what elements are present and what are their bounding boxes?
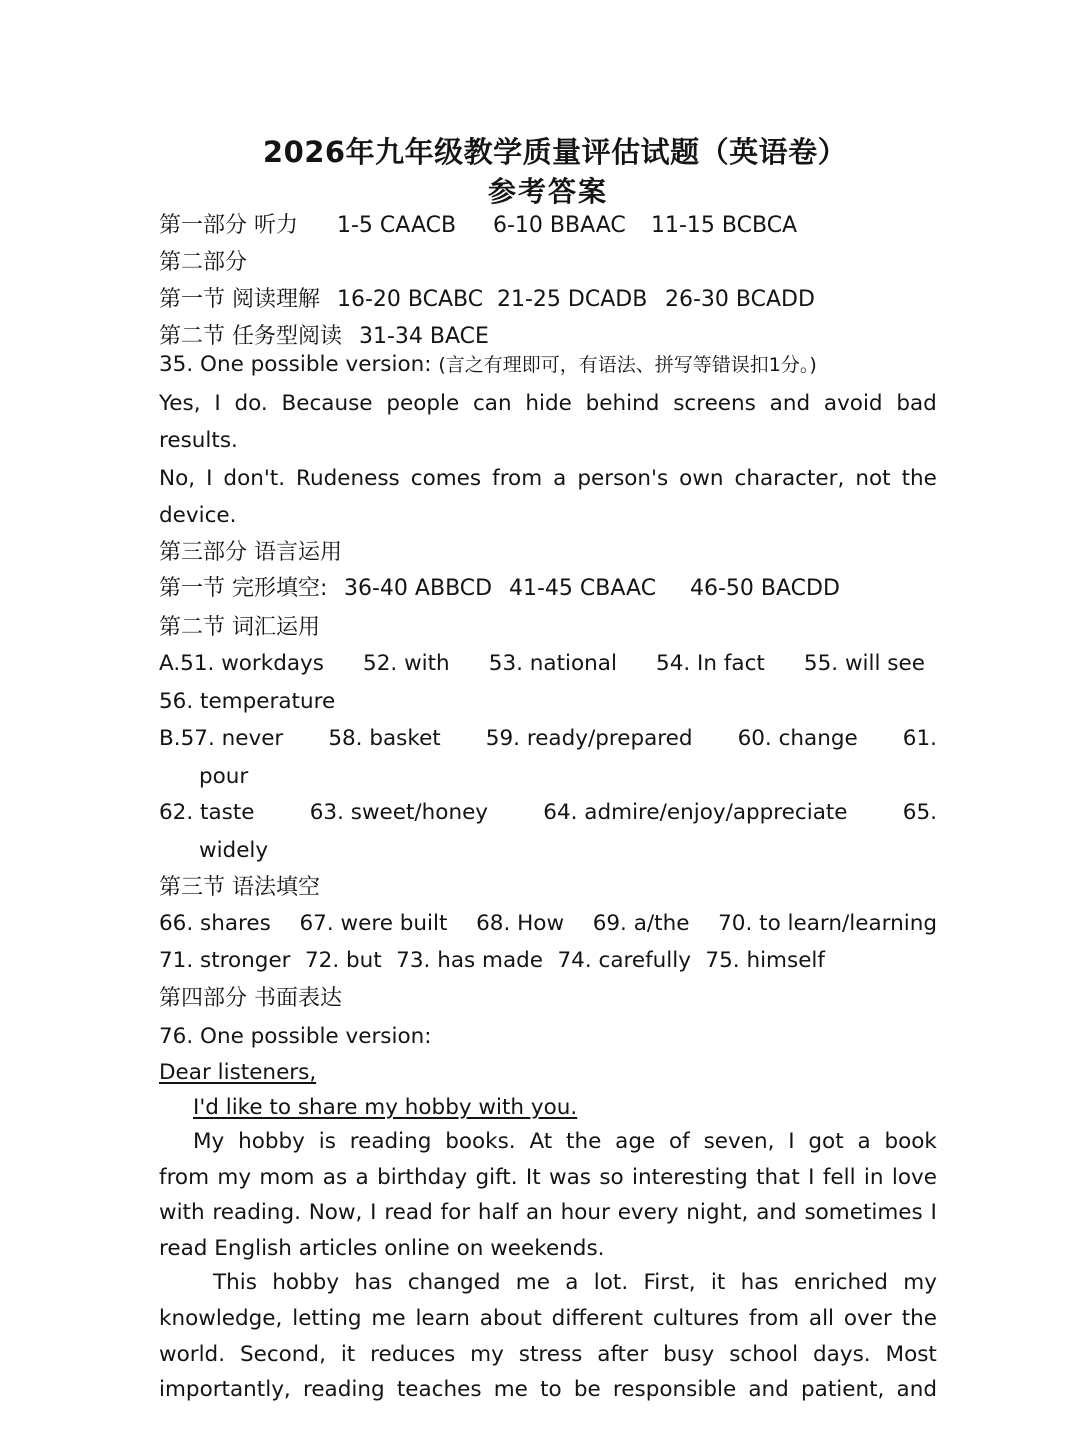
word: got (808, 1129, 844, 1154)
word: character, (734, 466, 845, 491)
word: letting (292, 1306, 362, 1331)
word: night, (686, 1200, 749, 1225)
word: love (891, 1165, 937, 1190)
word: it (710, 1270, 726, 1295)
essay-p1-line (193, 1127, 937, 1157)
word: from (159, 1165, 210, 1190)
vocab-item: A.51. workdays (159, 651, 324, 676)
word: was (549, 1165, 591, 1190)
vocab-item: 60. change (737, 726, 858, 751)
word: has (740, 1270, 779, 1295)
q35-line (159, 350, 817, 380)
word: bad (896, 391, 937, 416)
word: school (729, 1342, 799, 1367)
word: screens (673, 391, 756, 416)
word: Second, (239, 1342, 326, 1367)
part2-heading: 第二部分 (159, 250, 248, 275)
essay-p2-line (159, 1375, 937, 1405)
word: changed (407, 1270, 501, 1295)
part3-sec2-heading: 第二节 词汇运用 (159, 615, 320, 640)
word: with (159, 1200, 205, 1225)
grammar-item: 73. has made (396, 948, 544, 973)
word: Because (281, 391, 373, 416)
word: every (617, 1200, 679, 1225)
vocab-row-a (159, 649, 925, 679)
essay-p2-line (213, 1268, 937, 1298)
word: after (597, 1342, 649, 1367)
word: Rudeness (296, 466, 400, 491)
word: my (470, 1342, 504, 1367)
word: responsible (612, 1377, 737, 1402)
word: I (788, 1129, 795, 1154)
grammar-item: 70. to learn/learning (718, 911, 937, 936)
word: and (769, 391, 811, 416)
word: gift. (475, 1165, 518, 1190)
essay-p1-line (159, 1163, 937, 1193)
word: and (748, 1377, 789, 1402)
word: not (855, 466, 891, 491)
essay-p1-line (159, 1198, 937, 1228)
word: importantly, (159, 1377, 291, 1402)
word: and (756, 1200, 797, 1225)
word: This (213, 1270, 257, 1295)
word: my (217, 1165, 252, 1190)
word: enriched (793, 1270, 888, 1295)
vocab-item: 63. sweet/honey (309, 800, 489, 825)
page-subtitle: 参考答案 (487, 175, 608, 208)
part3-sec3-heading: 第三节 语法填空 (159, 875, 320, 900)
word: comes (410, 466, 482, 491)
part1-answers-a: 1-5 CAACB (337, 213, 457, 238)
word: reduces (370, 1342, 456, 1367)
vocab-b61: pour (199, 764, 249, 789)
word: Now, (308, 1200, 363, 1225)
word: a (857, 1129, 871, 1154)
q76-label: 76. One possible version: (159, 1024, 432, 1049)
word: age (615, 1129, 656, 1154)
word: sometimes (804, 1200, 923, 1225)
part2-sec1-heading: 第一节 阅读理解 (159, 287, 320, 312)
word: Most (885, 1342, 937, 1367)
word: half (477, 1200, 519, 1225)
word: own (679, 466, 724, 491)
vocab-item: 64. admire/enjoy/appreciate (543, 800, 848, 825)
part1-answers-b: 6-10 BBAAC (493, 213, 626, 238)
word: My (193, 1129, 225, 1154)
vocab-item: 55. will see (803, 651, 925, 676)
word: hobby (272, 1270, 340, 1295)
word: behind (585, 391, 660, 416)
word: hour (560, 1200, 610, 1225)
essay-p2-line (159, 1340, 937, 1370)
word: that (756, 1165, 800, 1190)
grammar-item: 74. carefully (557, 948, 691, 973)
word: read (384, 1200, 433, 1225)
word: from (748, 1306, 800, 1331)
word: can (472, 391, 512, 416)
word: lot. (593, 1270, 629, 1295)
word: book (884, 1129, 937, 1154)
vocab-item: 59. ready/prepared (485, 726, 693, 751)
grammar-item: 72. but (304, 948, 382, 973)
q35-note: (言之有理即可，有语法、拼写等错误扣1分。) (438, 354, 817, 376)
word: to (540, 1377, 562, 1402)
word: be (573, 1377, 601, 1402)
word: a (355, 1165, 369, 1190)
word: it (340, 1342, 356, 1367)
word: the (901, 466, 937, 491)
word: First, (643, 1270, 696, 1295)
word: me (515, 1270, 550, 1295)
vocab-c65: widely (199, 838, 269, 863)
word: I (930, 1200, 937, 1225)
vocab-item: 62. taste (159, 800, 255, 825)
word: and (896, 1377, 937, 1402)
part3-sec1-a: 36-40 ABBCD (344, 576, 493, 601)
word: teaches (396, 1377, 482, 1402)
vocab-a56: 56. temperature (159, 689, 336, 714)
word: Yes, (159, 391, 201, 416)
word: reading (302, 1377, 385, 1402)
grammar-item: 75. himself (705, 948, 825, 973)
vocab-item: 54. In fact (656, 651, 765, 676)
word: different (551, 1306, 643, 1331)
part1-line (159, 211, 798, 241)
vocab-item: 61. (902, 726, 937, 751)
word: a (553, 466, 567, 491)
page-title: 2026年九年级教学质量评估试题（英语卷） (262, 135, 848, 169)
grammar-item: 67. were built (299, 911, 448, 936)
q35-no-cont: device. (159, 503, 237, 528)
grammar-row-2 (159, 946, 825, 976)
part2-sec2-line (159, 322, 489, 352)
q35-yes-cont: results. (159, 428, 238, 453)
part1-heading: 第一部分 听力 (159, 213, 298, 238)
part2-sec1-line (159, 285, 815, 315)
part1-answers-c: 11-15 BCBCA (651, 213, 798, 238)
word: cultures (652, 1306, 740, 1331)
word: do. (234, 391, 268, 416)
grammar-item: 69. a/the (592, 911, 690, 936)
word: for (440, 1200, 471, 1225)
word: hide (525, 391, 572, 416)
word: in (863, 1165, 884, 1190)
part3-sec1-line (159, 574, 840, 604)
vocab-item: 58. basket (328, 726, 441, 751)
word: reading (349, 1129, 432, 1154)
word: It (525, 1165, 541, 1190)
vocab-item: B.57. never (159, 726, 284, 751)
word: has (354, 1270, 393, 1295)
word: so (599, 1165, 624, 1190)
word: about (479, 1306, 542, 1331)
grammar-row-1 (159, 909, 937, 939)
essay-p2-line (159, 1304, 937, 1334)
word: from (492, 466, 543, 491)
word: mom (259, 1165, 315, 1190)
word: a (565, 1270, 579, 1295)
word: days. (813, 1342, 871, 1367)
word: hobby (238, 1129, 305, 1154)
word: books. (445, 1129, 516, 1154)
word: stress (518, 1342, 583, 1367)
word: I (214, 391, 221, 416)
word: people (386, 391, 460, 416)
vocab-row-c (159, 798, 937, 828)
word: don't. (223, 466, 286, 491)
word: seven, (703, 1129, 775, 1154)
word: birthday (377, 1165, 468, 1190)
vocab-item: 53. national (488, 651, 617, 676)
part2-sec1-b: 21-25 DCADB (497, 287, 648, 312)
word: me (371, 1306, 406, 1331)
word: knowledge, (159, 1306, 283, 1331)
part3-sec1-b: 41-45 CBAAC (509, 576, 657, 601)
part4-heading: 第四部分 书面表达 (159, 986, 342, 1011)
q35-label: 35. One possible version: (159, 352, 432, 377)
part2-sec2-a: 31-34 BACE (359, 324, 489, 349)
grammar-item: 71. stronger (159, 948, 291, 973)
word: I (206, 466, 213, 491)
essay-greeting: Dear listeners, (159, 1060, 317, 1085)
word: person's (577, 466, 669, 491)
word: At (529, 1129, 553, 1154)
word: No, (159, 466, 196, 491)
part2-sec1-a: 16-20 BCABC (337, 287, 484, 312)
word: all (808, 1306, 835, 1331)
grammar-item: 68. How (476, 911, 565, 936)
word: I (808, 1165, 815, 1190)
part2-sec2-heading: 第二节 任务型阅读 (159, 324, 342, 349)
part3-heading: 第三部分 语言运用 (159, 540, 342, 565)
part3-sec1-heading: 第一节 完形填空: (159, 576, 328, 601)
q35-yes-line (159, 389, 937, 419)
word: reading. (212, 1200, 301, 1225)
word: the (901, 1306, 937, 1331)
word: world. (159, 1342, 226, 1367)
vocab-item: 65. (902, 800, 937, 825)
word: over (843, 1306, 892, 1331)
word: learn (415, 1306, 470, 1331)
word: interesting (632, 1165, 748, 1190)
word: busy (663, 1342, 715, 1367)
word: an (526, 1200, 553, 1225)
vocab-item: 52. with (363, 651, 450, 676)
essay-p1-last: read English articles online on weekends. (159, 1236, 605, 1261)
word: avoid (823, 391, 883, 416)
q35-no-line (159, 464, 937, 494)
word: of (669, 1129, 690, 1154)
grammar-item: 66. shares (159, 911, 271, 936)
vocab-row-b (159, 724, 937, 754)
word: I (370, 1200, 377, 1225)
word: fell (822, 1165, 856, 1190)
word: my (903, 1270, 937, 1295)
word: me (493, 1377, 528, 1402)
part2-sec1-c: 26-30 BCADD (665, 287, 815, 312)
part3-sec1-c: 46-50 BACDD (690, 576, 840, 601)
word: is (318, 1129, 336, 1154)
word: as (322, 1165, 348, 1190)
word: patient, (801, 1377, 885, 1402)
essay-intro: I'd like to share my hobby with you. (193, 1095, 578, 1120)
word: the (566, 1129, 602, 1154)
